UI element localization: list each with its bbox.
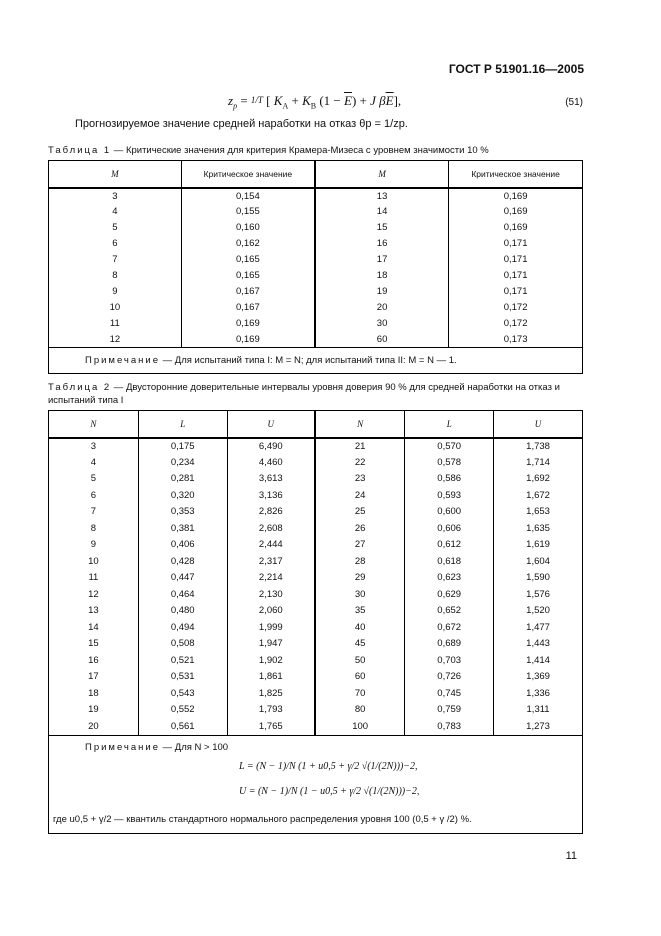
table1-row (49, 188, 583, 204)
table2-row (49, 520, 583, 537)
table1-row (49, 252, 583, 268)
table1-row (49, 300, 583, 316)
table2-cell: 5 (49, 471, 139, 488)
table2-cell: 18 (49, 685, 139, 702)
table2-cell: 0,745 (405, 685, 494, 702)
table2-cell: 45 (315, 636, 405, 653)
table2-header-l: L (405, 411, 494, 438)
table2-cell: 0,531 (138, 669, 227, 686)
table2-caption (48, 381, 588, 407)
table2-cell: 0,600 (405, 504, 494, 521)
table1 (48, 160, 583, 374)
table1-cell: 0,167 (181, 300, 315, 316)
table2-cell: 12 (49, 586, 139, 603)
table1-caption-label: Таблица 1 (48, 145, 112, 156)
table2-cell: 3,136 (227, 487, 315, 504)
table1-note-label: Примечание (85, 355, 160, 366)
table2-cell: 35 (315, 603, 405, 620)
table2-cell: 70 (315, 685, 405, 702)
table2-cell: 3,613 (227, 471, 315, 488)
table2-row (49, 669, 583, 686)
table2-header-u: U (494, 411, 583, 438)
table2-cell: 0,508 (138, 636, 227, 653)
table2-cell: 24 (315, 487, 405, 504)
table2-cell: 80 (315, 702, 405, 719)
table1-header-critical: Критическое значение (449, 161, 583, 188)
table1-cell: 60 (315, 332, 449, 348)
table2-row (49, 438, 583, 455)
table2-cell: 11 (49, 570, 139, 587)
table2-row (49, 636, 583, 653)
table1-row (49, 236, 583, 252)
table1-row (49, 220, 583, 236)
table1-cell: 0,171 (449, 252, 583, 268)
table1-cell: 0,172 (449, 316, 583, 332)
table2-cell: 1,576 (494, 586, 583, 603)
table2-cell: 28 (315, 553, 405, 570)
table2-cell: 6 (49, 487, 139, 504)
table1-caption (48, 144, 588, 157)
table2-cell: 0,428 (138, 553, 227, 570)
table2-cell: 6,490 (227, 438, 315, 455)
table2-cell: 15 (49, 636, 139, 653)
table1-cell: 0,169 (449, 188, 583, 204)
table2-cell: 22 (315, 454, 405, 471)
table2-cell: 0,447 (138, 570, 227, 587)
table1-cell: 3 (49, 188, 182, 204)
table2-caption-text: — Двусторонние доверительные интервалы уровня доверия 90 % для средней наработки на отказ и испытаний типа I (48, 382, 560, 406)
table2-cell: 1,672 (494, 487, 583, 504)
table2-cell: 2,214 (227, 570, 315, 587)
table1-cell: 20 (315, 300, 449, 316)
table2-cell: 0,672 (405, 619, 494, 636)
table1-cell: 10 (49, 300, 182, 316)
table2-cell: 0,320 (138, 487, 227, 504)
table2-cell: 26 (315, 520, 405, 537)
table2-row (49, 487, 583, 504)
table1-header-m: M (315, 161, 449, 188)
table2-row (49, 619, 583, 636)
table1-cell: 11 (49, 316, 182, 332)
table2-cell: 1,590 (494, 570, 583, 587)
table1-cell: 0,171 (449, 268, 583, 284)
table1-row (49, 284, 583, 300)
table2-cell: 1,765 (227, 718, 315, 735)
table1-cell: 0,165 (181, 268, 315, 284)
table2-cell: 1,714 (494, 454, 583, 471)
table2-caption-label: Таблица 2 (48, 382, 112, 393)
table2-cell: 0,175 (138, 438, 227, 455)
table2-header-n: N (49, 411, 139, 438)
table2-cell: 0,612 (405, 537, 494, 554)
table2-cell: 1,477 (494, 619, 583, 636)
table2-header-l: L (138, 411, 227, 438)
table2-cell: 1,861 (227, 669, 315, 686)
table1-cell: 0,169 (449, 220, 583, 236)
equation-number: (51) (565, 97, 583, 108)
table2-cell: 1,273 (494, 718, 583, 735)
table2-cell: 19 (49, 702, 139, 719)
table2-cell: 1,443 (494, 636, 583, 653)
table2-cell: 1,604 (494, 553, 583, 570)
table1-cell: 18 (315, 268, 449, 284)
table2-row (49, 603, 583, 620)
table1-row (49, 268, 583, 284)
table2-cell: 1,635 (494, 520, 583, 537)
table2-cell: 1,902 (227, 652, 315, 669)
table2-note-line (85, 742, 228, 753)
table1-cell: 0,162 (181, 236, 315, 252)
table2-cell: 1,825 (227, 685, 315, 702)
table2-cell: 0,464 (138, 586, 227, 603)
table2-cell: 27 (315, 537, 405, 554)
where-text: где u0,5 + γ/2 — квантиль стандартного нормального распределения уровня 100 (0,5 + γ /2) %. (53, 813, 472, 825)
formula-u: U = (N − 1)/N (1 − u0,5 + γ/2 √(1/(2N)))−2, (239, 785, 420, 797)
forecast-text: Прогнозируемое значение средней наработки на отказ θp = 1/zp. (75, 118, 408, 130)
table2-cell: 10 (49, 553, 139, 570)
table2-cell: 14 (49, 619, 139, 636)
table1-cell: 0,169 (181, 332, 315, 348)
table2-row (49, 454, 583, 471)
table1-header-critical: Критическое значение (181, 161, 315, 188)
table2-cell: 21 (315, 438, 405, 455)
table2-cell: 1,793 (227, 702, 315, 719)
table2-row (49, 652, 583, 669)
table2-cell: 0,234 (138, 454, 227, 471)
table2-cell: 2,317 (227, 553, 315, 570)
table1-cell: 0,171 (449, 236, 583, 252)
table2-cell: 0,652 (405, 603, 494, 620)
table2-row (49, 504, 583, 521)
table2-row (49, 685, 583, 702)
table1-cell: 4 (49, 204, 182, 220)
table2-cell: 1,369 (494, 669, 583, 686)
table1-cell: 6 (49, 236, 182, 252)
table2-cell: 40 (315, 619, 405, 636)
table2-cell: 0,703 (405, 652, 494, 669)
table2-cell: 9 (49, 537, 139, 554)
table2-cell: 0,543 (138, 685, 227, 702)
table2-cell: 0,629 (405, 586, 494, 603)
table2-cell: 4,460 (227, 454, 315, 471)
table1-row (49, 332, 583, 348)
table2-row (49, 702, 583, 719)
table2-cell: 1,653 (494, 504, 583, 521)
table2-cell: 29 (315, 570, 405, 587)
table2-cell: 1,999 (227, 619, 315, 636)
table2-cell: 2,608 (227, 520, 315, 537)
table1-cell: 0,169 (181, 316, 315, 332)
table2-cell: 0,281 (138, 471, 227, 488)
table2-header-n: N (315, 411, 405, 438)
table2-cell: 25 (315, 504, 405, 521)
table2-cell: 60 (315, 669, 405, 686)
table2-cell: 17 (49, 669, 139, 686)
table2-cell: 2,060 (227, 603, 315, 620)
table2-cell: 2,130 (227, 586, 315, 603)
table2-cell: 7 (49, 504, 139, 521)
table2-cell: 1,619 (494, 537, 583, 554)
table2-cell: 0,623 (405, 570, 494, 587)
table2-cell: 0,521 (138, 652, 227, 669)
table2-cell: 100 (315, 718, 405, 735)
table1-cell: 0,171 (449, 284, 583, 300)
table1-cell: 0,154 (181, 188, 315, 204)
table1-cell: 0,167 (181, 284, 315, 300)
table2-cell: 0,689 (405, 636, 494, 653)
table1-cell: 5 (49, 220, 182, 236)
table2-cell: 0,381 (138, 520, 227, 537)
table2-cell: 4 (49, 454, 139, 471)
table2-note-label: Примечание (85, 741, 160, 753)
table1-cell: 0,160 (181, 220, 315, 236)
document-header: ГОСТ Р 51901.16—2005 (448, 62, 584, 76)
table2 (48, 410, 583, 834)
table2-cell: 0,586 (405, 471, 494, 488)
table2-cell: 1,311 (494, 702, 583, 719)
table2-row (49, 718, 583, 735)
table2-cell: 0,561 (138, 718, 227, 735)
table2-cell: 0,480 (138, 603, 227, 620)
table1-cell: 19 (315, 284, 449, 300)
table2-cell: 1,738 (494, 438, 583, 455)
table1-cell: 16 (315, 236, 449, 252)
table2-cell: 1,947 (227, 636, 315, 653)
table2-cell: 0,406 (138, 537, 227, 554)
formula-51: $z_p = 1/T$ [ $K_A + K_B$ $(1 - \overline{E}) + J$ $\beta\overline{E}$], (228, 93, 402, 111)
table2-cell: 2,826 (227, 504, 315, 521)
table1-caption-text: — Критические значения для критерия Крамера-Мизеса с уровнем значимости 10 % (111, 145, 489, 156)
table1-cell: 0,173 (449, 332, 583, 348)
table1-note (49, 348, 583, 374)
table1-cell: 15 (315, 220, 449, 236)
table2-cell: 0,606 (405, 520, 494, 537)
table2-cell: 16 (49, 652, 139, 669)
table1-cell: 7 (49, 252, 182, 268)
table2-row (49, 471, 583, 488)
table2-cell: 30 (315, 586, 405, 603)
table2-cell: 0,618 (405, 553, 494, 570)
table1-cell: 0,169 (449, 204, 583, 220)
table1-cell: 30 (315, 316, 449, 332)
table2-row (49, 570, 583, 587)
table1-row (49, 204, 583, 220)
table2-cell: 20 (49, 718, 139, 735)
table2-cell: 1,692 (494, 471, 583, 488)
table1-cell: 13 (315, 188, 449, 204)
table1-note-text: — Для испытаний типа I: M = N; для испытаний типа II: M = N — 1. (160, 355, 457, 366)
table1-row (49, 316, 583, 332)
table2-cell: 0,570 (405, 438, 494, 455)
table2-cell: 23 (315, 471, 405, 488)
table2-cell: 3 (49, 438, 139, 455)
table2-cell: 1,336 (494, 685, 583, 702)
table1-cell: 0,155 (181, 204, 315, 220)
table2-cell: 0,783 (405, 718, 494, 735)
table2-cell: 0,353 (138, 504, 227, 521)
table2-cell: 13 (49, 603, 139, 620)
table2-cell: 0,593 (405, 487, 494, 504)
table1-header-m: M (49, 161, 182, 188)
table2-cell: 50 (315, 652, 405, 669)
table2-cell: 2,444 (227, 537, 315, 554)
table1-cell: 8 (49, 268, 182, 284)
table2-cell: 0,759 (405, 702, 494, 719)
table1-cell: 12 (49, 332, 182, 348)
table1-cell: 17 (315, 252, 449, 268)
table1-cell: 0,172 (449, 300, 583, 316)
table2-note (49, 735, 583, 833)
table1-cell: 14 (315, 204, 449, 220)
table2-cell: 0,578 (405, 454, 494, 471)
table1-cell: 9 (49, 284, 182, 300)
table2-cell: 1,414 (494, 652, 583, 669)
page-number: 11 (565, 850, 577, 862)
table2-row (49, 537, 583, 554)
table2-cell: 1,520 (494, 603, 583, 620)
table2-row (49, 553, 583, 570)
table1-cell: 0,165 (181, 252, 315, 268)
table2-cell: 0,552 (138, 702, 227, 719)
table2-row (49, 586, 583, 603)
formula-l: L = (N − 1)/N (1 + u0,5 + γ/2 √(1/(2N)))−2, (239, 760, 418, 772)
table2-cell: 0,494 (138, 619, 227, 636)
table2-note-text: — Для N > 100 (160, 741, 229, 753)
table2-cell: 0,726 (405, 669, 494, 686)
table2-cell: 8 (49, 520, 139, 537)
table2-header-u: U (227, 411, 315, 438)
